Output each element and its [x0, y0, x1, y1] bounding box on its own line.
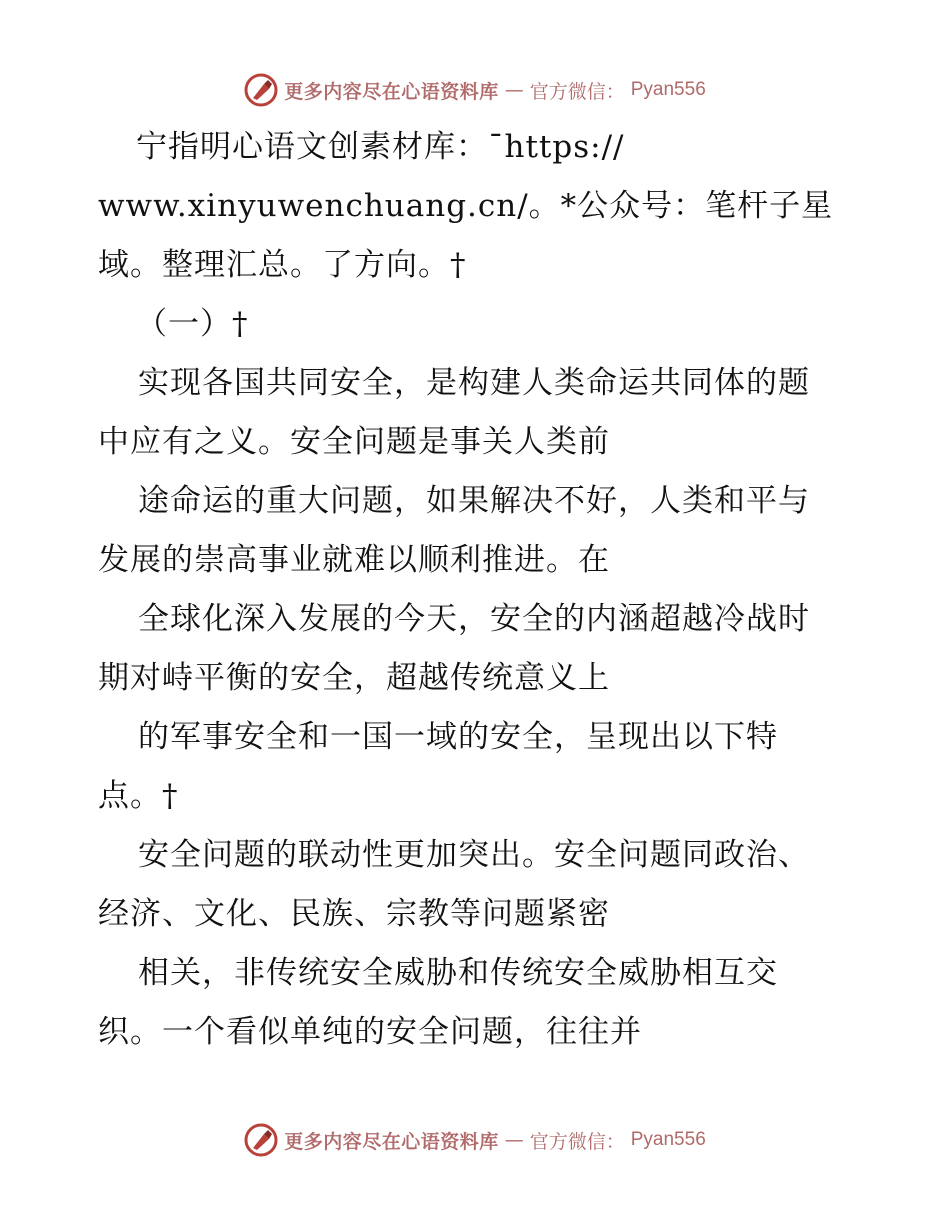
footer-banner	[0, 1120, 950, 1160]
banner-wechat-label: 官方微信：	[529, 80, 625, 103]
text-line: 相关，非传统安全威胁和传统安全威胁相互交	[138, 955, 778, 991]
banner-wechat-label: 官方微信：	[529, 1130, 625, 1153]
text-line: 安全问题的联动性更加突出。安全问题同政治、	[138, 837, 810, 873]
text-line: www.xinyuwenchuang.cn/。*公众号：笔杆子星	[98, 188, 834, 224]
banner-wechat-id: Pyan556	[630, 79, 706, 100]
text-line: 中应有之义。安全问题是事关人类前	[98, 424, 610, 460]
text-line: 域。整理汇总。了方向。†	[98, 247, 467, 283]
banner-dash: —	[504, 1129, 524, 1151]
text-line: 点。†	[98, 778, 179, 814]
text-line: 经济、文化、民族、宗教等问题紧密	[98, 896, 610, 932]
text-line: 途命运的重大问题，如果解决不好，人类和平与	[138, 483, 810, 519]
banner-promo-text: 更多内容尽在心语资料库	[284, 1130, 499, 1153]
banner-dash: —	[504, 79, 524, 101]
header-banner	[0, 70, 950, 110]
pen-nib-logo-icon	[244, 73, 278, 107]
banner-wechat-id: Pyan556	[630, 1129, 706, 1150]
document-body	[98, 118, 868, 1062]
text-line: 全球化深入发展的今天，安全的内涵超越冷战时	[138, 601, 810, 637]
text-line: 的军事安全和一国一域的安全，呈现出以下特	[138, 719, 778, 755]
text-line: 期对峙平衡的安全，超越传统意义上	[98, 660, 610, 696]
text-line: 织。一个看似单纯的安全问题，往往并	[98, 1014, 642, 1050]
text-line: 实现各国共同安全，是构建人类命运共同体的题	[138, 365, 810, 401]
pen-nib-logo-icon	[244, 1123, 278, 1157]
banner-promo-text: 更多内容尽在心语资料库	[284, 80, 499, 103]
section-heading: （一）†	[136, 306, 249, 342]
text-line: 发展的崇高事业就难以顺利推进。在	[98, 542, 610, 578]
text-line: 宁指明心语文创素材库：¯https://	[136, 129, 625, 165]
